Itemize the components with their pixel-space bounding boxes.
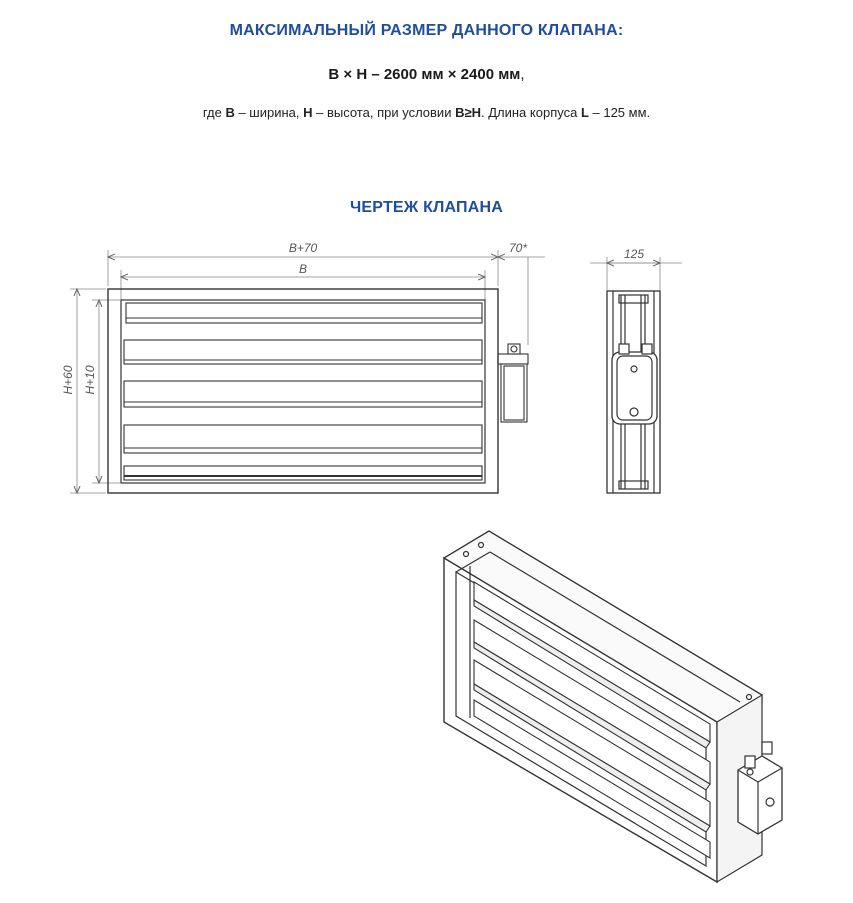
cond-bh: B≥H [455, 105, 481, 120]
dim-left-inner: H+10 [83, 365, 97, 395]
cond-l: L [580, 105, 589, 120]
dim-actuator: 70* [508, 241, 528, 255]
front-view [70, 250, 545, 493]
side-view [590, 257, 682, 493]
dim-left-outer: H+60 [61, 365, 75, 395]
dim-top-outer: B+70 [288, 241, 318, 255]
cond-part: – 125 мм. [588, 105, 651, 120]
isometric-view [444, 531, 782, 882]
max-size-heading: МАКСИМАЛЬНЫЙ РАЗМЕР ДАННОГО КЛАПАНА: [229, 22, 624, 39]
cond-b: B [225, 105, 235, 120]
size-formula: B × H – 2600 мм × 2400 мм [328, 66, 521, 83]
dim-top-inner: B [298, 262, 308, 276]
size-suffix: , [520, 66, 525, 83]
cond-part: – ширина, [234, 105, 304, 120]
cond-h: H [303, 105, 313, 120]
cond-part: . Длина корпуса [481, 105, 581, 120]
cond-part: где [202, 105, 226, 120]
drawing-heading: ЧЕРТЕЖ КЛАПАНА [349, 199, 504, 216]
cond-part: – высота, при условии [312, 105, 456, 120]
dim-length: 125 [623, 247, 645, 261]
